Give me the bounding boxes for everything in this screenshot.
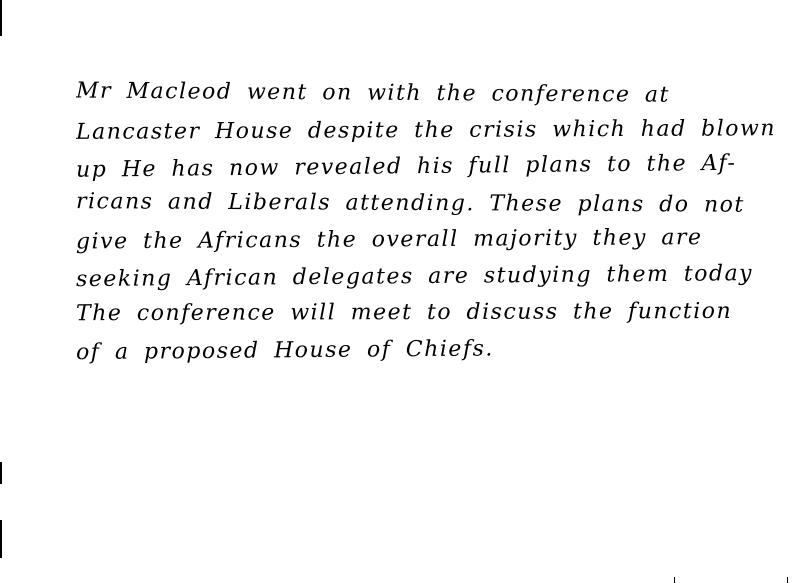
scan-edge-tick xyxy=(787,577,788,583)
handwritten-paragraph xyxy=(76,76,781,368)
scan-edge-mark xyxy=(0,0,2,36)
handwriting-line-7: The conference will meet to discuss the function xyxy=(75,298,733,327)
handwriting-line-4: ricans and Liberals attending. These plans do not xyxy=(75,188,745,218)
handwriting-line-6: seeking African delegates are studying them today xyxy=(75,260,754,292)
scan-edge-mark xyxy=(0,462,2,484)
handwriting-line-5: give the Africans the overall majority they are xyxy=(75,225,703,255)
scan-edge-mark xyxy=(0,520,2,558)
handwriting-line-1: Mr Macleod went on with the conference at xyxy=(75,78,671,108)
handwriting-line-8: of a proposed House of Chiefs. xyxy=(75,335,494,365)
handwriting-line-2: Lancaster House despite the crisis which had blown xyxy=(75,115,777,145)
scan-edge-tick xyxy=(674,577,675,583)
handwriting-line-3: up He has now revealed his full plans to the Af- xyxy=(75,150,737,183)
